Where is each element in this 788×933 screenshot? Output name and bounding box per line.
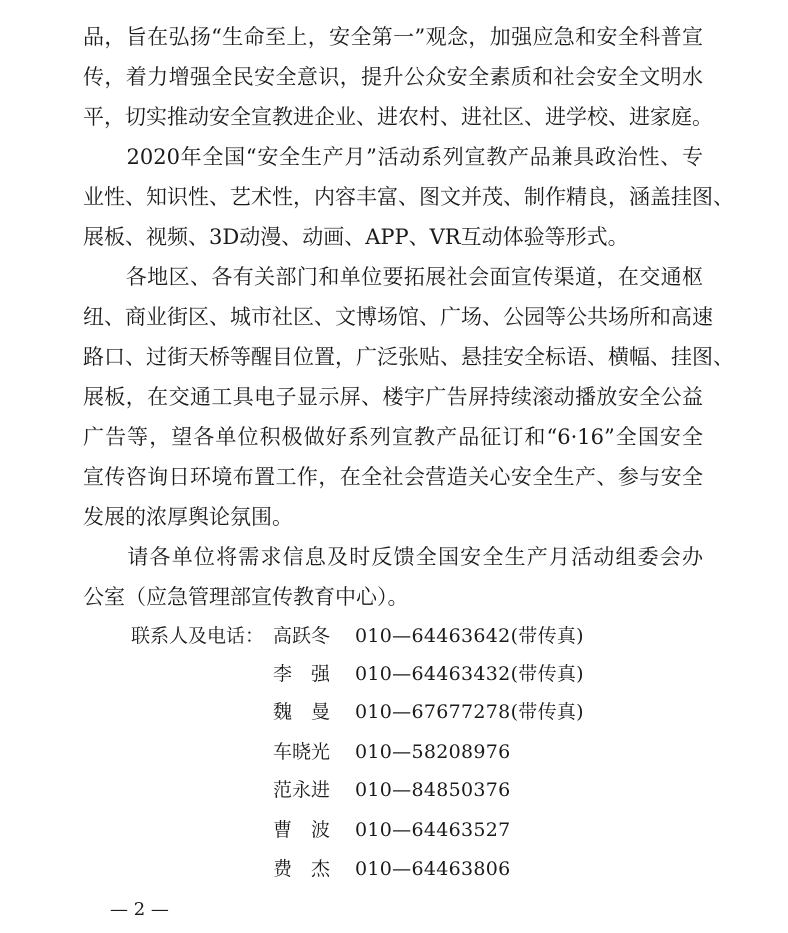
contact-name: 李 强 [273,663,331,685]
body-text-line: 传，着力增强全民安全意识，提升公众安全素质和社会安全文明水 [83,65,703,89]
body-text-line: 公室（应急管理部宣传教育中心）。 [83,585,409,609]
contact-phone: 010—64463642(带传真) [355,625,584,647]
body-text-line: 宣传咨询日环境布置工作，在全社会营造关心安全生产、参与安全 [83,465,703,489]
body-text-line: 平，切实推动安全宣教进企业、进农村、进社区、进学校、进家庭。 [83,105,713,129]
contact-name: 高跃冬 [273,625,331,647]
contact-name: 魏 曼 [273,701,331,723]
body-text-line: 纽、商业街区、城市社区、文博场馆、广场、公园等公共场所和高速 [83,305,713,329]
body-text-line: 业性、知识性、艺术性，内容丰富、图文并茂、制作精良，涵盖挂图、 [83,185,734,209]
body-text-line: 展板，在交通工具电子显示屏、楼宇广告屏持续滚动播放安全公益 [83,385,703,409]
contact-phone: 010—84850376 [355,779,511,801]
body-text-line: 2020年全国“安全生产月”活动系列宣教产品兼具政治性、专 [83,145,703,169]
body-text-line: 广告等，望各单位积极做好系列宣教产品征订和“6·16”全国安全 [83,425,703,449]
body-text-line: 请各单位将需求信息及时反馈全国安全生产月活动组委会办 [83,545,703,569]
contact-phone: 010—67677278(带传真) [355,701,584,723]
contacts-label: 联系人及电话： [131,625,265,647]
body-text-line: 发展的浓厚舆论氛围。 [83,505,293,529]
body-text-line: 路口、过街天桥等醒目位置，广泛张贴、悬挂安全标语、横幅、挂图、 [83,345,734,369]
contact-phone: 010—64463432(带传真) [355,663,584,685]
contact-phone: 010—64463806 [355,858,511,880]
body-text-line: 品，旨在弘扬“生命至上，安全第一”观念，加强应急和安全科普宣 [83,25,703,49]
contact-name: 费 杰 [273,858,331,880]
contact-name: 车晓光 [273,741,331,763]
body-text-line: 展板、视频、3D动漫、动画、APP、VR互动体验等形式。 [83,225,629,249]
contact-phone: 010—64463527 [355,819,511,841]
contact-phone: 010—58208976 [355,741,511,763]
page-number: — 2 — [110,899,169,920]
body-text-line: 各地区、各有关部门和单位要拓展社会面宣传渠道，在交通枢 [83,265,703,289]
contact-name: 范永进 [273,779,331,801]
contact-name: 曹 波 [273,819,331,841]
